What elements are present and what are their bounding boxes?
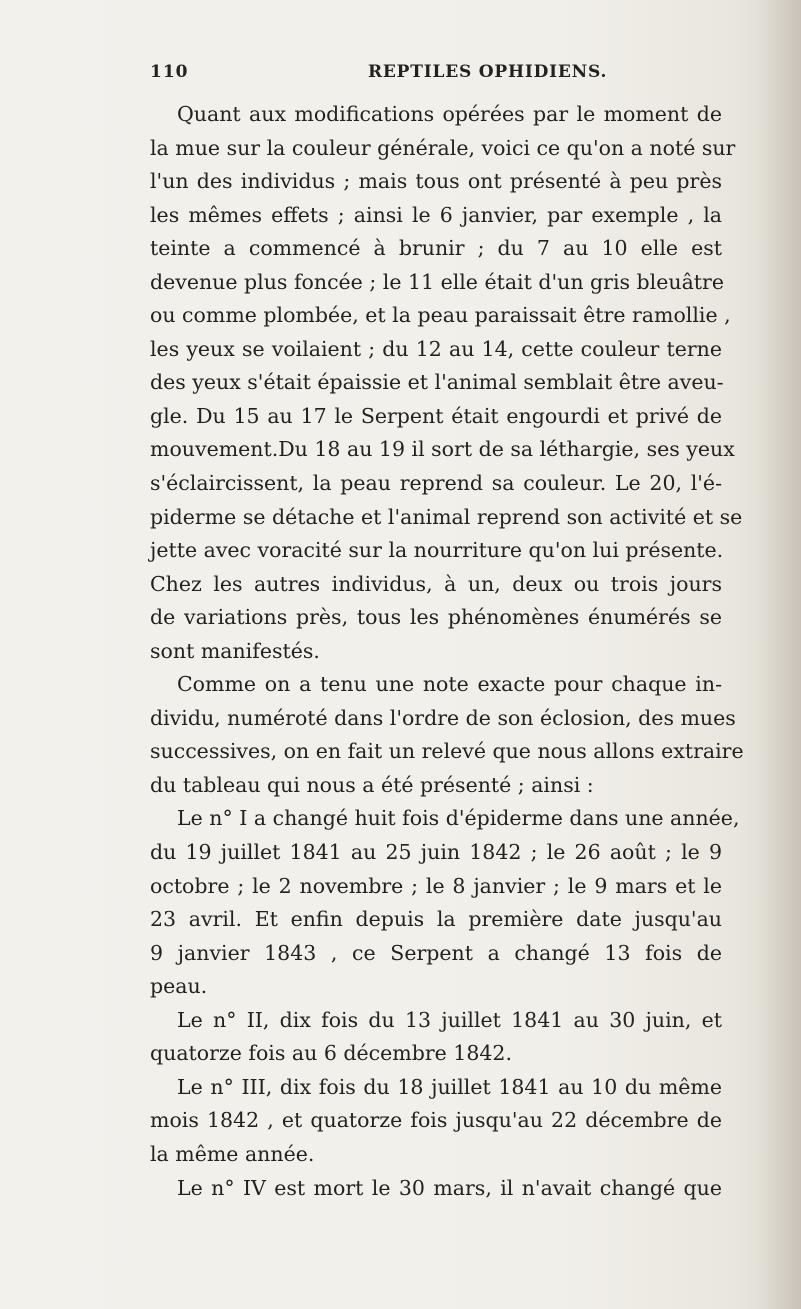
text-line: s'éclaircissent, la peau reprend sa couleur. Le 20, l'é-: [150, 471, 722, 496]
text-line: Le n° III, dix fois du 18 juillet 1841 au 10 du même: [177, 1074, 722, 1099]
text-line: du tableau qui nous a été présenté ; ainsi :: [150, 772, 594, 797]
text-line: successives, on en fait un relevé que nous allons extraire: [150, 739, 744, 764]
text-line: Chez les autres individus, à un, deux ou trois jours: [150, 571, 722, 596]
text-line: 9 janvier 1843 , ce Serpent a changé 13 fois de: [150, 940, 722, 965]
text-line: des yeux s'était épaissie et l'animal semblait être aveu-: [150, 370, 724, 395]
body-text: [150, 98, 744, 1205]
running-head: REPTILES OPHIDIENS.: [368, 62, 608, 82]
page-number: 110: [150, 62, 189, 82]
text-line: Le n° I a changé huit fois d'épiderme dans une année,: [177, 806, 740, 831]
text-line: la mue sur la couleur générale, voici ce qu'on a noté sur: [150, 135, 736, 160]
text-line: devenue plus foncée ; le 11 elle était d'un gris bleuâtre: [150, 269, 724, 294]
text-line: quatorze fois au 6 décembre 1842.: [150, 1041, 512, 1066]
text-line: gle. Du 15 au 17 le Serpent était engourdi et privé de: [150, 403, 722, 428]
text-line: du 19 juillet 1841 au 25 juin 1842 ; le 26 août ; le 9: [150, 840, 722, 865]
text-line: jette avec voracité sur la nourriture qu'on lui présente.: [150, 538, 724, 563]
text-line: mouvement.Du 18 au 19 il sort de sa léthargie, ses yeux: [150, 437, 735, 462]
text-line: peau.: [150, 974, 208, 999]
text-line: 23 avril. Et enfin depuis la première date jusqu'au: [150, 907, 722, 932]
text-line: la même année.: [150, 1141, 315, 1166]
text-line: l'un des individus ; mais tous ont présenté à peu près: [150, 169, 722, 194]
text-line: Quant aux modifications opérées par le moment de: [177, 102, 722, 126]
page-edge-shadow: [761, 0, 801, 1309]
text-line: octobre ; le 2 novembre ; le 8 janvier ; le 9 mars et le: [150, 873, 722, 898]
text-line: Le n° II, dix fois du 13 juillet 1841 au 30 juin, et: [177, 1007, 722, 1032]
text-line: les mêmes effets ; ainsi le 6 janvier, par exemple , la: [150, 202, 722, 227]
text-line: ou comme plombée, et la peau paraissait être ramollie ,: [150, 303, 731, 328]
text-line: Le n° IV est mort le 30 mars, il n'avait changé que: [177, 1175, 722, 1200]
text-line: de variations près, tous les phénomènes énumérés se: [150, 605, 722, 630]
text-line: piderme se détache et l'animal reprend son activité et se: [150, 504, 743, 529]
text-line: sont manifestés.: [150, 638, 320, 663]
text-line: Comme on a tenu une note exacte pour chaque in-: [177, 672, 722, 697]
page-header: [150, 62, 720, 88]
text-line: mois 1842 , et quatorze fois jusqu'au 22 décembre de: [150, 1108, 722, 1133]
text-line: dividu, numéroté dans l'ordre de son éclosion, des mues: [150, 705, 736, 730]
text-line: teinte a commencé à brunir ; du 7 au 10 elle est: [150, 236, 722, 261]
text-line: les yeux se voilaient ; du 12 au 14, cette couleur terne: [150, 336, 722, 361]
